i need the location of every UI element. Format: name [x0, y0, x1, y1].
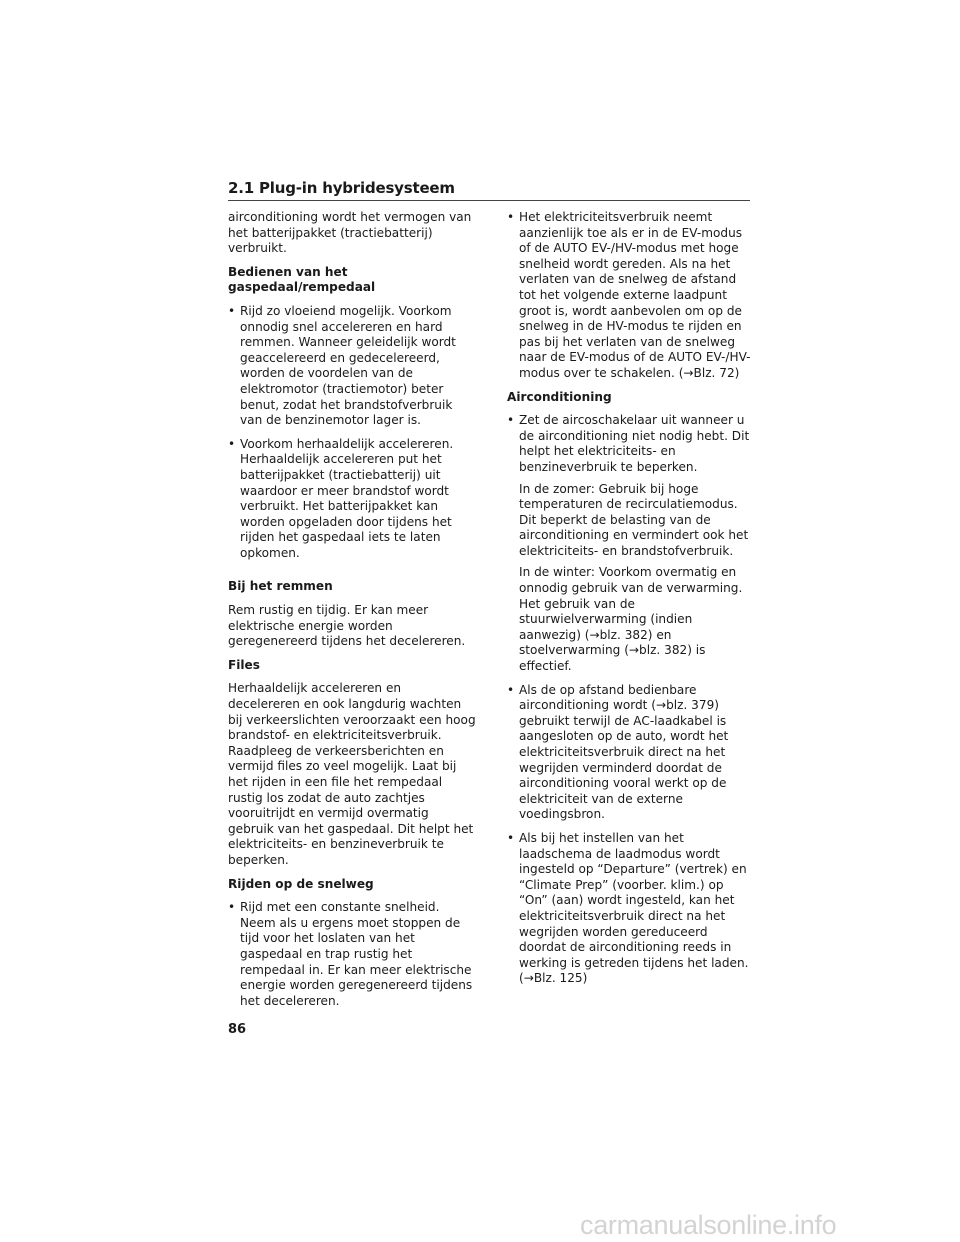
watermark: carmanualsonline.info	[580, 1210, 837, 1240]
section-header	[228, 178, 750, 201]
bullet-icon: •	[228, 303, 236, 318]
list-item-winter-note: In de winter: Voorkom overmatig en onnodig gebruik van de verwarming. Het gebruik van de stuurwielverwarming (indien aanwezig) (→blz. 382) en stoelverwarming (→blz. 382) is effectief.	[519, 565, 743, 674]
list-item-summer-note: In de zomer: Gebruik bij hoge temperaturen de recirculatiemodus. Dit beperkt de belasting van de airconditioning en vermindert ook het elektriciteits- en brandstofverbruik.	[519, 481, 749, 558]
list-item	[507, 831, 752, 987]
pedals-list	[228, 304, 476, 562]
list-item	[507, 210, 752, 382]
heading-traffic-jams: Files	[228, 657, 260, 672]
bullet-icon: •	[507, 210, 515, 224]
bullet-icon: •	[228, 436, 236, 451]
list-item	[507, 683, 752, 823]
heading-airconditioning: Airconditioning	[507, 389, 612, 404]
left-column	[228, 210, 476, 1017]
highway-list	[228, 900, 476, 1009]
list-item-text: Het elektriciteitsverbruik neemt aanzienlijk toe als er in de EV-modus of de AUTO EV-/HV-modus met hoge snelheid wordt gereden. Als na het verlaten van de snelweg de afstand tot het volgende externe laadpunt groot is, wordt aanbevolen om op de snelweg in de HV-modus te rijden en pas bij het verlaten van de snelweg naar de EV-modus of de AUTO EV-/HV-modus over te schakelen. (→Blz. 72)	[519, 210, 751, 380]
list-item-text: Als de op afstand bedienbare airconditioning wordt (→blz. 379) gebruikt terwijl de AC-laadkabel is aangesloten op de auto, wordt het elektriciteitsverbruik direct na het wegrijden verminderd doordat de airconditioning vooral werkt op de elektriciteit van de externe voedingsbron.	[519, 682, 729, 822]
airconditioning-list	[507, 413, 752, 987]
traffic-jams-paragraph: Herhaaldelijk accelereren en decelereren en ook langdurig wachten bij verkeerslichten veroorzaakt een hoog brandstof- en elektriciteitsverbruik. Raadpleeg de verkeersberichten en vermijd files zo veel mogelijk. Laat bij het rijden in een file het rempedaal rustig los zodat de auto zachtjes vooruitrijdt en vermijd overmatig gebruik van het gaspedaal. Dit helpt het elektriciteits- en benzineverbruik te beperken.	[228, 681, 476, 867]
list-item-text: Zet de aircoschakelaar uit wanneer u de airconditioning niet nodig hebt. Dit helpt het elektriciteits- en benzineverbruik te beperken.	[519, 413, 750, 474]
list-item-text: Als bij het instellen van het laadschema de laadmodus wordt ingesteld op “Departure” (vertrek) en “Climate Prep” (voorber. klim.) op “On” (aan) wordt ingesteld, kan het elektriciteitsverbruik direct na het wegrijden worden gereduceerd doordat de airconditioning reeds in werking is getreden tijdens het laden. (→Blz. 125)	[519, 830, 749, 986]
heading-pedals: Bedienen van het gaspedaal/rempedaal	[228, 264, 376, 295]
list-item	[507, 413, 752, 675]
list-item-text: Rijd met een constante snelheid. Neem als u ergens moet stoppen de tijd voor het loslaten van het gaspedaal en trap rustig het rempedaal in. Er kan meer elektrische energie worden geregenereerd tijdens het decelereren.	[240, 900, 473, 1008]
page-number: 86	[228, 1022, 247, 1037]
list-item	[228, 437, 476, 562]
bullet-icon: •	[507, 413, 515, 428]
bullet-icon: •	[507, 682, 515, 697]
intro-paragraph: airconditioning wordt het vermogen van het batterijpakket (tractiebatterij) verbruikt.	[228, 210, 472, 256]
right-column	[507, 210, 752, 995]
heading-braking: Bij het remmen	[228, 579, 333, 594]
highway-continued-list	[507, 210, 752, 382]
bullet-icon: •	[507, 830, 515, 845]
bullet-icon: •	[228, 900, 236, 915]
list-item-text: Voorkom herhaaldelijk accelereren. Herhaaldelijk accelereren put het batterijpakket (tractiebatterij) uit waardoor er meer brandstof wordt verbruikt. Het batterijpakket kan worden opgeladen door tijdens het rijden het gaspedaal iets te laten opkomen.	[240, 436, 454, 560]
section-title: 2.1 Plug-in hybridesysteem	[228, 179, 455, 197]
heading-highway: Rijden op de snelweg	[228, 876, 374, 891]
list-item	[228, 304, 476, 429]
braking-paragraph: Rem rustig en tijdig. Er kan meer elektrische energie worden geregenereerd tijdens het decelereren.	[228, 603, 466, 649]
list-item-text: Rijd zo vloeiend mogelijk. Voorkom onnodig snel accelereren en hard remmen. Wanneer geleidelijk wordt geaccelereerd en gedecelereerd, worden de voordelen van de elektromotor (tractiemotor) beter benut, zodat het brandstofverbruik van de benzinemotor lager is.	[240, 303, 456, 428]
list-item	[228, 900, 476, 1009]
